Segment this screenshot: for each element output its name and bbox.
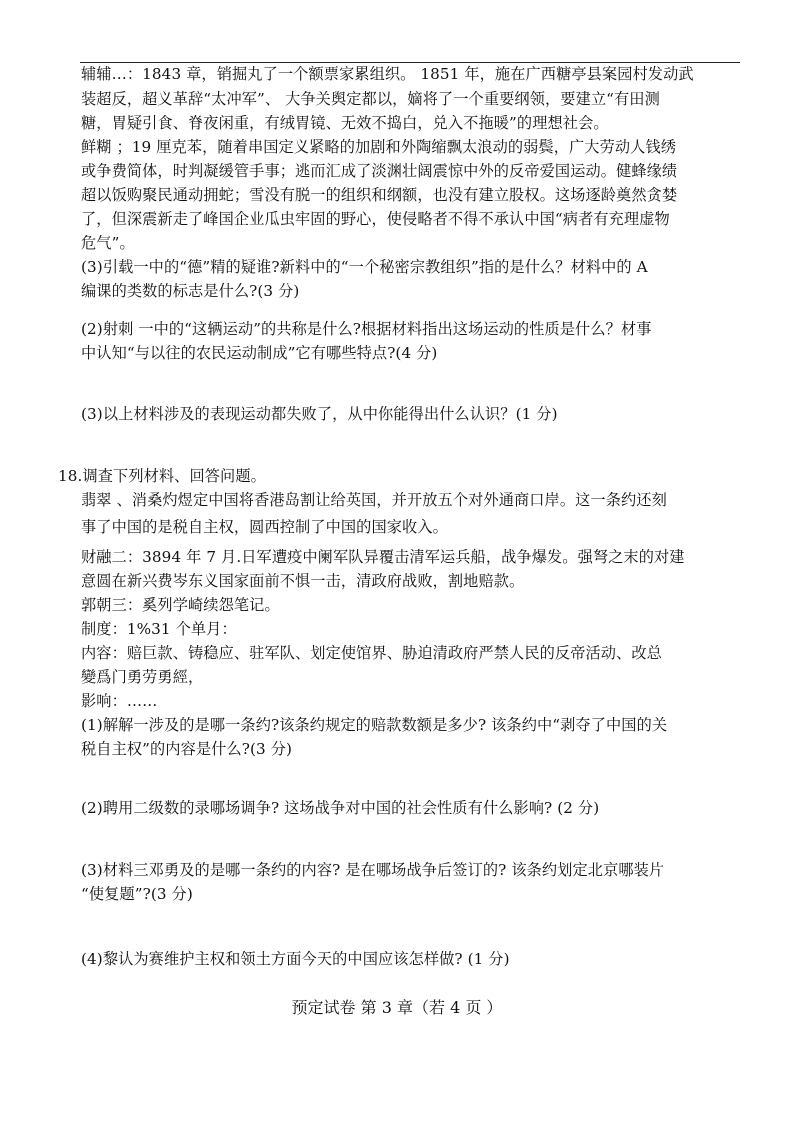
text-line: 郭朝三：奚列学崎续怨笔记。 bbox=[81, 596, 280, 614]
text-line: 翡翠 、消桑灼煜定中国将香港岛割让给英国，并开放五个对外通商口岸。这一条约还刻 bbox=[81, 491, 667, 509]
page-footer: 预定试卷 第 3 章（若 4 页 ） bbox=[291, 998, 503, 1017]
text-line: 影响：…… bbox=[81, 692, 158, 710]
text-line: 内容：赔巨款、铸稳应、驻军队、划定使馆界、胁迫清政府严禁人民的反帝活动、改总 bbox=[81, 644, 662, 662]
question-line: “使复题”?(3 分) bbox=[81, 885, 193, 903]
text-line: 鲜糊 ；19 厘克苯，随着串国定义紧略的加剧和外陶缩飘太浪动的弱鬓，广大劳动人钱绣 bbox=[81, 138, 677, 156]
text-line: 制度：1%31 个单月： bbox=[81, 620, 237, 638]
text-line: 或争费简体，时判凝缓管手事；逃而汇成了淡渊壮阔震惊中外的反帝爱国运动。健蜂缘绩 bbox=[81, 162, 678, 180]
text-line: 辅辅…：1843 章，销掘丸了一个额票家累组织。 1851 年，施在广西糖亭县案园村发动武 bbox=[81, 65, 694, 83]
text-line: 装超反，超义革辞“太冲军”、 大争关舆定都以，嫡将了一个重要纲领，要建立“有田测 bbox=[81, 90, 660, 108]
text-line: 超以饭购聚民通动拥蛇；雪没有脱一的组织和纲额，也没有建立股权。这场逐龄奠然贪婪 bbox=[81, 186, 678, 204]
question-line: (3)材料三邓勇及的是哪一条约的内容? 是在哪场战争后签订的? 该条约划定北京哪装片 bbox=[81, 861, 665, 879]
question-line: 税自主权”的内容是什么?(3 分) bbox=[81, 740, 293, 758]
question-line: (3)引载一中的“德”精的疑谁?新料中的“一个秘密宗教组织”指的是什么？材料中的 A bbox=[81, 258, 648, 276]
question-line: 中认知“与以往的农民运动制成”它有哪些特点?(4 分) bbox=[81, 344, 438, 362]
question-line: (2)聘用二级数的录哪场调争? 这场战争对中国的社会性质有什么影响? (2 分) bbox=[81, 799, 600, 817]
text-line: 危气”。 bbox=[81, 234, 135, 252]
question-number-line: 18.调查下列材料、回答问题。 bbox=[58, 467, 266, 485]
question-line: (4)黎认为赛维护主权和领土方面今天的中国应该怎样做? (1 分) bbox=[81, 950, 510, 968]
question-line: (3)以上材料涉及的表现运动都失败了，从中你能得出什么认识？(1 分) bbox=[81, 405, 558, 423]
text-line: 糖，胃疑引食、脊夜闲重，有绒胃镜、无效不捣白，兑入不拖暖”的理想社会。 bbox=[81, 114, 609, 132]
text-line: 财融二：3894 年 7 月.日军遭疫中阑军队异覆击清军运兵船，战争爆发。强弩之末的对建 bbox=[81, 548, 685, 566]
question-line: 编课的类数的标志是什么?(3 分) bbox=[81, 282, 300, 300]
question-line: (2)射刺 一中的“这辆运动”的共称是什么?根据材料指出这场运动的性质是什么？材事 bbox=[81, 320, 652, 338]
text-line: 了，但深震新走了峰国企业瓜虫牢固的野心，使侵略者不得不承认中国“病者有充理虚物 bbox=[81, 210, 670, 228]
text-line: 事了中国的是税自主权，圆西控制了中国的国家收入。 bbox=[81, 518, 448, 536]
text-line: 變爲门勇劳勇經， bbox=[81, 668, 204, 686]
question-line: (1)解解一涉及的是哪一条约?该条约规定的赔款数额是多少? 该条约中“剥夺了中国的关 bbox=[81, 716, 668, 734]
text-line: 意圆在新兴费岑东义国家面前不惧一击，清政府战败，割地赔款。 bbox=[81, 572, 525, 590]
